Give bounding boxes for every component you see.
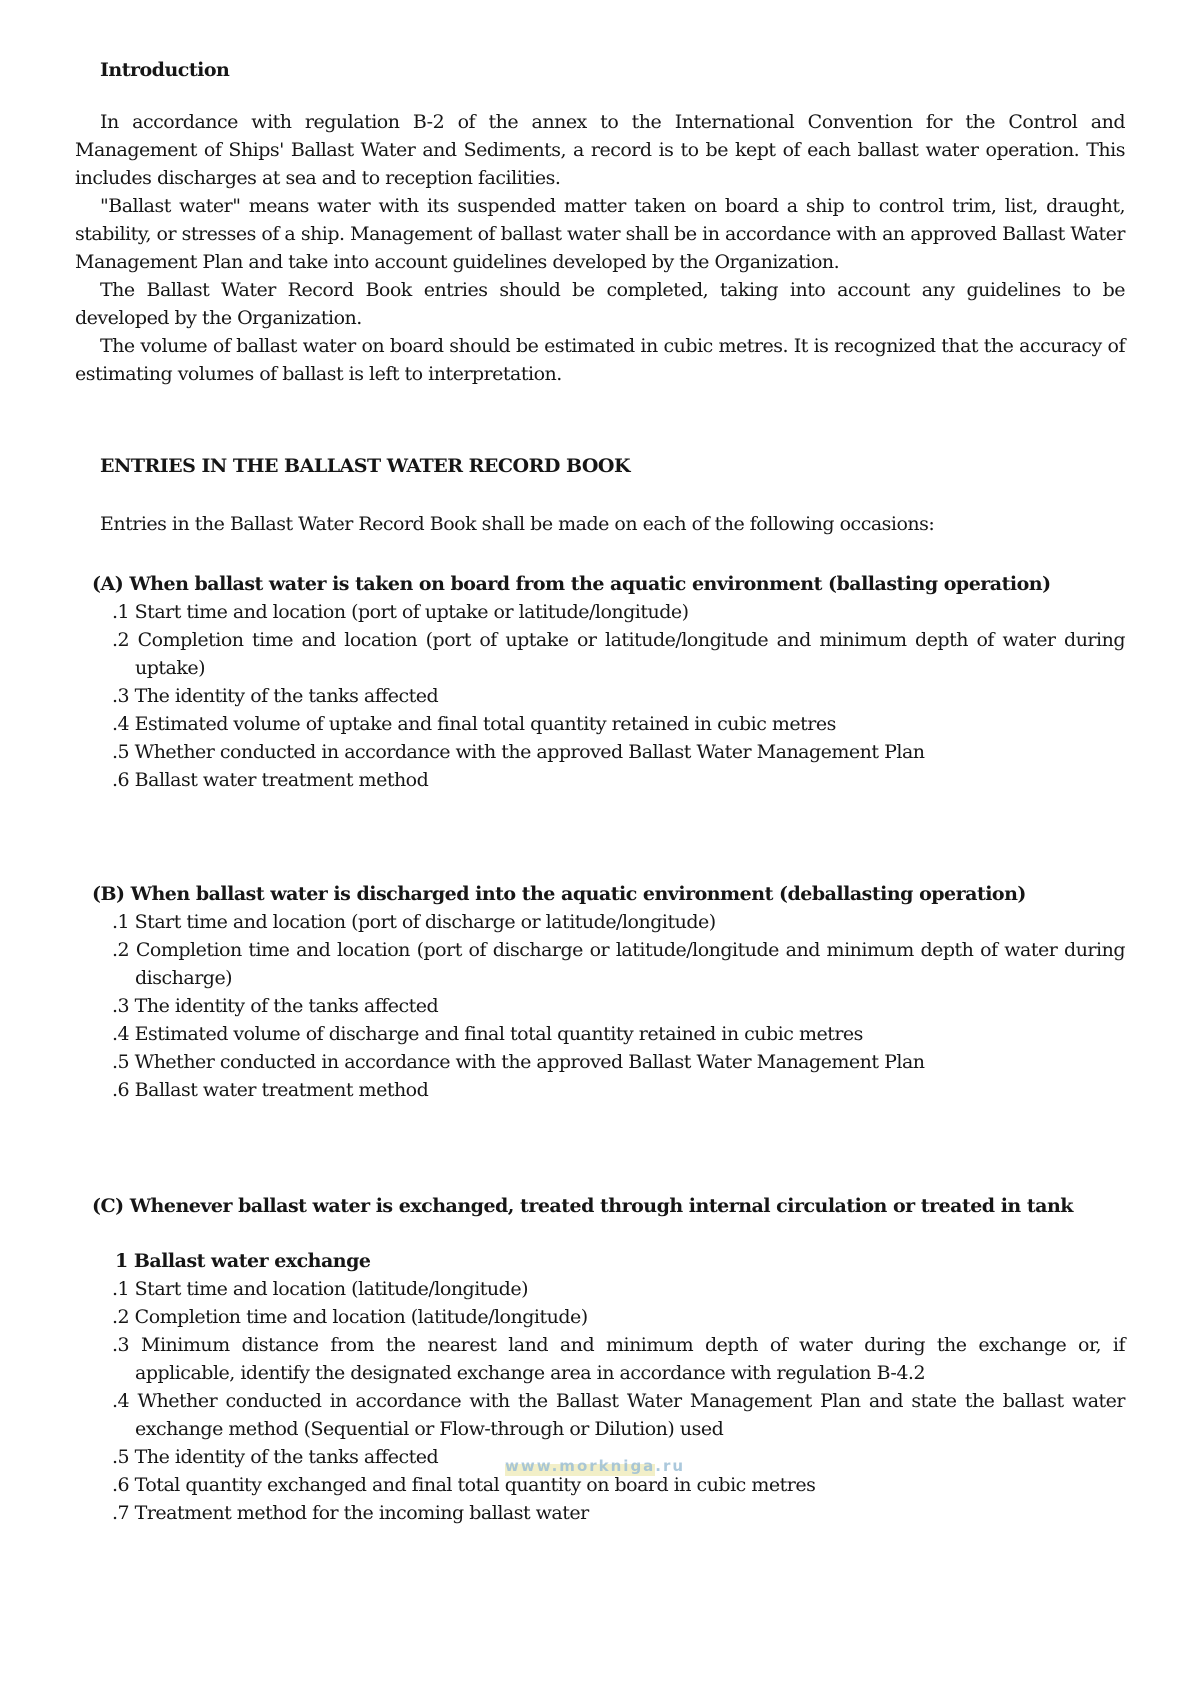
watermark: www.morkniga.ru	[505, 1457, 686, 1475]
section-b-item-5: .5 Whether conducted in accordance with the approved Ballast Water Management Plan	[112, 1051, 925, 1073]
entries-heading: ENTRIES IN THE BALLAST WATER RECORD BOOK	[100, 455, 630, 477]
section-a-item-4: .4 Estimated volume of uptake and final total quantity retained in cubic metres	[112, 713, 836, 735]
section-a-item-6: .6 Ballast water treatment method	[112, 769, 429, 791]
section-b-item-1: .1 Start time and location (port of discharge or latitude/longitude)	[112, 911, 716, 933]
section-b-items	[75, 908, 1125, 1104]
section-b-item-2: .2 Completion time and location (port of discharge or latitude/longitude and minimum depth of water during discharge)	[112, 939, 1125, 989]
section-c-item-4: .4 Whether conducted in accordance with the Ballast Water Management Plan and state the ballast water exchange method (Sequential or Flow-through or Dilution) used	[112, 1390, 1125, 1440]
section-a-item-5: .5 Whether conducted in accordance with the approved Ballast Water Management Plan	[112, 741, 925, 763]
intro-paragraph-3: The Ballast Water Record Book entries should be completed, taking into account any guidelines to be developed by the Organization.	[75, 279, 1125, 329]
section-c-title: (C) Whenever ballast water is exchanged, treated through internal circulation or treated in tank	[92, 1195, 1073, 1217]
section-b-item-4: .4 Estimated volume of discharge and final total quantity retained in cubic metres	[112, 1023, 863, 1045]
intro-paragraph-4: The volume of ballast water on board should be estimated in cubic metres. It is recognized that the accuracy of estimating volumes of ballast is left to interpretation.	[75, 335, 1125, 385]
section-c-item-5: .5 The identity of the tanks affected	[112, 1446, 439, 1468]
intro-paragraph-1: In accordance with regulation B-2 of the annex to the International Convention for the Control and Management of Ships' Ballast Water and Sediments, a record is to be kept of each ballast water operation. This includes discharges at sea and to reception facilities.	[75, 111, 1125, 189]
section-c-item-1: .1 Start time and location (latitude/longitude)	[112, 1278, 528, 1300]
section-a-items	[75, 598, 1125, 794]
section-b-title: (B) When ballast water is discharged into the aquatic environment (deballasting operation)	[92, 883, 1026, 905]
section-c-item-3: .3 Minimum distance from the nearest land and minimum depth of water during the exchange or, if applicable, identify the designated exchange area in accordance with regulation B-4.2	[112, 1334, 1125, 1384]
section-c-items	[75, 1275, 1125, 1527]
section-c-item-6: .6 Total quantity exchanged and final total quantity on board in cubic metres	[112, 1474, 816, 1496]
entries-intro: Entries in the Ballast Water Record Book shall be made on each of the following occasions:	[100, 513, 935, 535]
intro-paragraph-2: "Ballast water" means water with its suspended matter taken on board a ship to control trim, list, draught, stability, or stresses of a ship. Management of ballast water shall be in accordance with an approved Ballast Water Management Plan and take into account guidelines developed by the Organization.	[75, 195, 1125, 273]
section-c-item-2: .2 Completion time and location (latitude/longitude)	[112, 1306, 588, 1328]
intro-heading: Introduction	[100, 59, 230, 81]
section-a-title: (A) When ballast water is taken on board from the aquatic environment (ballasting operation)	[92, 573, 1051, 595]
section-a-item-3: .3 The identity of the tanks affected	[112, 685, 439, 707]
section-b-item-6: .6 Ballast water treatment method	[112, 1079, 429, 1101]
section-c-item-7: .7 Treatment method for the incoming ballast water	[112, 1502, 589, 1524]
section-a-item-2: .2 Completion time and location (port of uptake or latitude/longitude and minimum depth of water during uptake)	[112, 629, 1125, 679]
section-b-item-3: .3 The identity of the tanks affected	[112, 995, 439, 1017]
section-c-subsection-title: 1 Ballast water exchange	[115, 1250, 371, 1272]
section-a-item-1: .1 Start time and location (port of uptake or latitude/longitude)	[112, 601, 689, 623]
